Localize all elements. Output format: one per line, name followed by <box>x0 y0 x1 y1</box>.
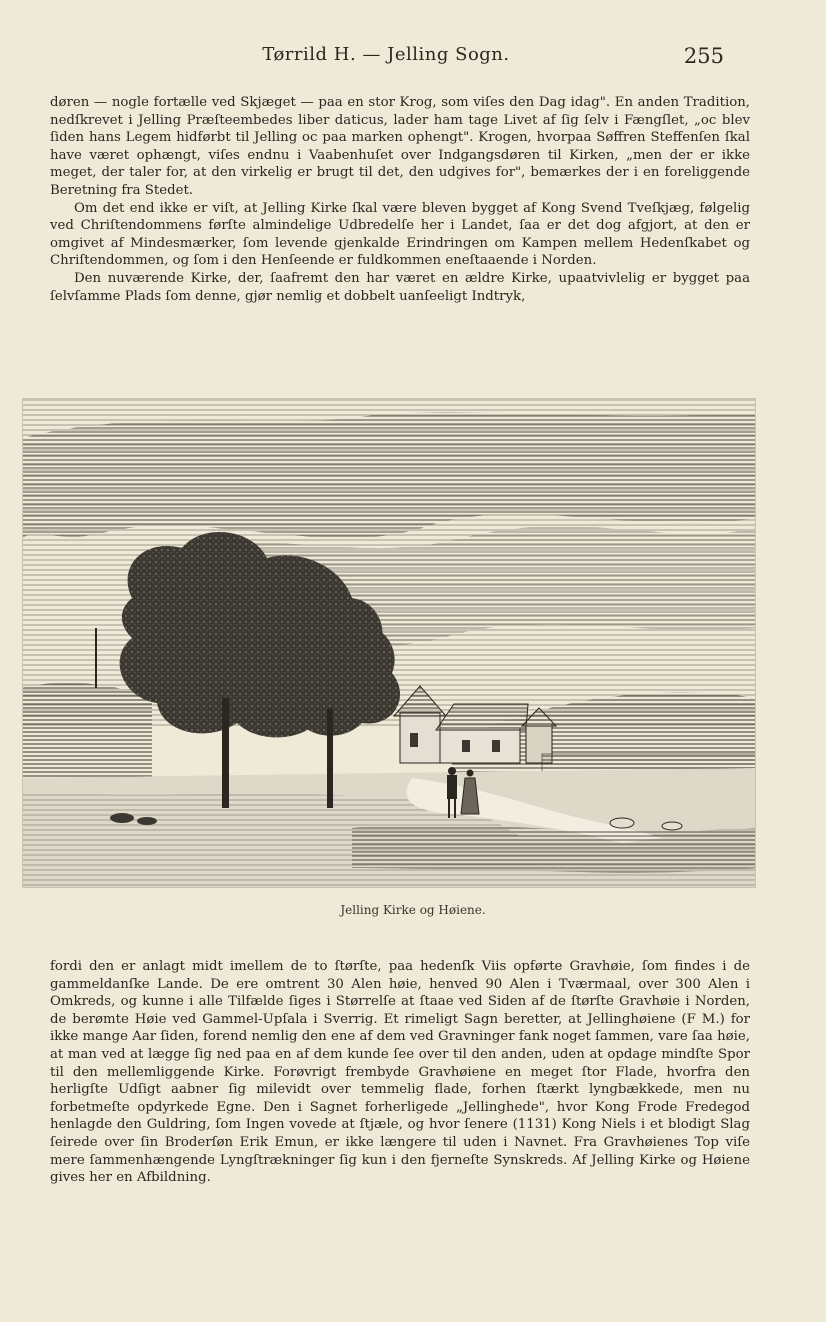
paragraph: døren — nogle fortælle ved Skjæget — paa en stor Krog, som viſes den Dag idag". En anden Tradition, nedſkrevet i Jelling Præſteembedes liber daticus, lader ham tage Livet af ſig ſelv i Fængſlet, „oc blev ſiden hans Legem hidførbt til Jelling oc paa marken ophengt". Krogen, hvorpaa Søffren Steffenſen ſkal have været ophængt, viſes endnu i Vaabenhuſet over Indgangsdøren til Kirken, „men der er ikke meget, der taler for, at den virkelig er brugt til det, den udgives for", bemærkes der i en foreliggende Beretning fra Stedet. <box>50 95 750 198</box>
running-header <box>48 44 724 68</box>
engraving-illustration <box>22 398 756 888</box>
storm-cloud <box>22 412 756 538</box>
foreground-bank <box>352 825 756 872</box>
church-and-mounds-engraving <box>22 398 756 888</box>
top-text-block <box>50 94 750 305</box>
bottom-text-block <box>50 958 750 1187</box>
figure-caption: Jelling Kirke og Høiene. <box>340 903 486 917</box>
page-number: 255 <box>683 44 724 68</box>
paragraph: Den nuværende Kirke, der, ſaafremt den har været en ældre Kirke, upaatvivlelig er bygget paa ſelvſamme Plads ſom denne, gjør nemlig et dobbelt uanſeeligt Indtryk, <box>50 270 750 304</box>
burial-mound-left <box>22 683 152 778</box>
paragraph: fordi den er anlagt midt imellem de to ſtørſte, paa hedenſk Viis opførte Gravhøie, ſom findes i de gammeldanſke Lande. De ere omtrent 30 Alen høie, henved 90 Alen i Tværmaal, over 300 Alen i Omkreds, og kunne i alle Tilfælde ſiges i Størrelſe at ſtaae ved Siden af de ſtørſte Gravhøie i Norden, de berømte Høie ved Gammel-Upſala i Sverrig. Et rimeligt Sagn beretter, at Jellinghøiene (F M.) for ikke mange Aar ſiden, forend nemlig den ene af dem ved Gravninger fank noget ſammen, vare ſaa høie, at man ved at lægge ſig ned paa en af dem kunde ſee over til den anden, uden at opdage mindſte Spor til den mellemliggende Kirke. Forøvrigt frembyde Gravhøiene en meget ſtor Flade, hvorfra den herligſte Udſigt aabner ſig milevidt over temmelig flade, forhen ſtærkt lyngbækkede, men nu forbetmeſte opdyrkede Egne. Den i Sagnet forherligede „Jellinghede", hvor Kong Frode Fredegod henlagde den Guldring, ſom Ingen vovede at ſtjæle, og hvor ſenere (1131) Kong Niels i et blodigt Slag ſeirede over ſin Broderſøn Erik Emun, er ikke længere til uden i Navnet. Fra Gravhøienes Top viſe mere ſammenhængende Lyngſtrækninger ſig kun i den fjerneſte Synskreds. Af Jelling Kirke og Høiene gives her en Afbildning. <box>50 959 750 1186</box>
paragraph: Om det end ikke er viſt, at Jelling Kirke ſkal være bleven bygget af Kong Svend Tveſkjæg, følgelig ved Chriſtendommens førſte almindelige Udbredelſe her i Landet, ſaa er det dog afgjort, at den er omgivet af Mindesmærker, ſom levende gjenkalde Erindringen om Kampen mellem Hedenſkabet og Chriſtendommen, og ſom i den Henſeende er fuldkommen eneſtaaende i Norden. <box>50 200 750 269</box>
running-title: Tørrild H. — Jelling Sogn. <box>262 44 510 65</box>
